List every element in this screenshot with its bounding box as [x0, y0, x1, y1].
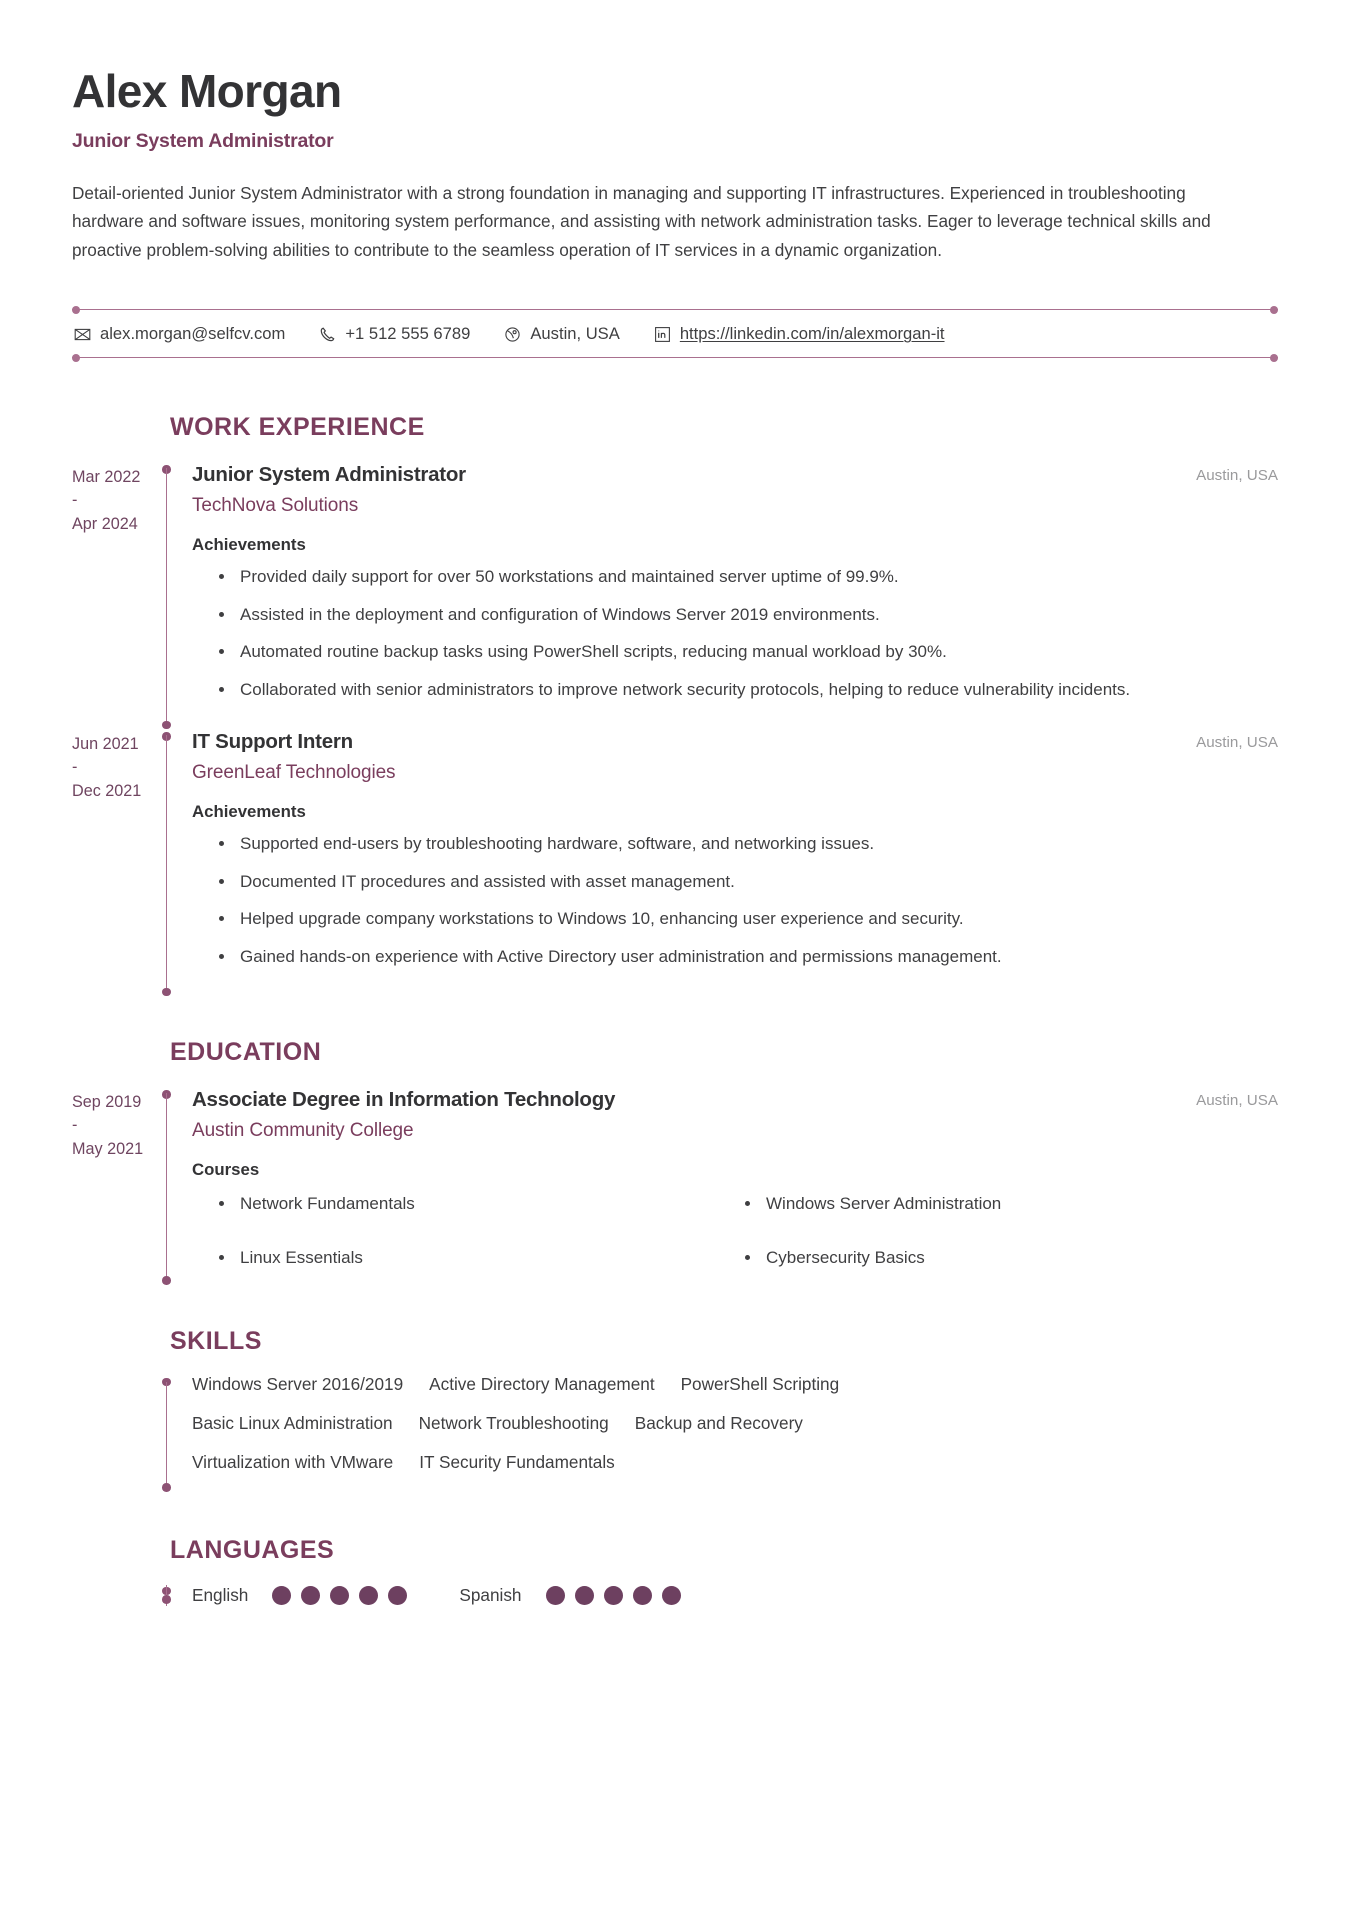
education-entry-dates: [72, 1087, 158, 1285]
education-entries: [72, 1087, 1278, 1285]
rating-dot: [272, 1586, 291, 1605]
education-entry-end: May 2021: [72, 1140, 144, 1159]
skill-item: Backup and Recovery: [634, 1413, 803, 1434]
languages-list: [176, 1585, 1278, 1606]
contact-phone[interactable]: [319, 324, 470, 344]
timeline-marker: [158, 729, 176, 996]
rating-dot: [546, 1586, 565, 1605]
work-entry-role: Junior System Administrator: [192, 463, 466, 487]
timeline-dot-bottom: [162, 1595, 171, 1604]
achievements-list: [192, 831, 1278, 970]
work-entry-organization: GreenLeaf Technologies: [192, 761, 396, 783]
rating-dot: [575, 1586, 594, 1605]
course-item: Linux Essentials: [240, 1246, 752, 1271]
resume-header: [72, 66, 1278, 265]
work-entry-dates: [72, 729, 158, 996]
work-entry-start: Jun 2021: [72, 735, 139, 754]
achievements-label: Achievements: [192, 534, 306, 554]
contact-linkedin[interactable]: [654, 324, 945, 344]
timeline-dot-bottom: [162, 1483, 171, 1492]
education-entry-head: [192, 1087, 1278, 1113]
globe-pin-icon: [504, 326, 521, 343]
work-entry-start: Mar 2022: [72, 468, 141, 487]
candidate-job-title: Junior System Administrator: [72, 129, 334, 152]
course-item: Cybersecurity Basics: [766, 1246, 1278, 1271]
language-rating: [272, 1586, 407, 1605]
timeline-line: [166, 1093, 167, 1285]
contact-row: [72, 310, 1278, 357]
work-entry-organization: TechNova Solutions: [192, 494, 359, 516]
timeline-line: [166, 468, 167, 729]
section-title-languages: LANGUAGES: [170, 1535, 335, 1564]
rating-dot: [604, 1586, 623, 1605]
section-title-education: EDUCATION: [170, 1038, 322, 1067]
work-entry-end: Dec 2021: [72, 782, 142, 801]
work-entry-location: Austin, USA: [1196, 467, 1278, 485]
envelope-icon: [74, 326, 91, 343]
education-entry: [72, 1087, 1278, 1285]
timeline-marker: [158, 1585, 176, 1606]
rating-dot: [330, 1586, 349, 1605]
education-entry-dash: -: [72, 1116, 78, 1135]
education-entry-school: Austin Community College: [192, 1119, 414, 1141]
rating-dot: [633, 1586, 652, 1605]
skill-item: PowerShell Scripting: [680, 1373, 840, 1394]
achievement-item: Documented IT procedures and assisted with asset management.: [240, 869, 1278, 895]
professional-summary: Detail-oriented Junior System Administrator with a strong foundation in managing and supporting IT infrastructures. Experienced in troubleshooting hardware and software issues, monitoring system performance, and assisting with network administration tasks. Eager to leverage technical skills and proactive problem-solving abilities to contribute to the seamless operation of IT services in a dynamic organization.: [72, 182, 1211, 261]
work-entry-body: [176, 462, 1278, 729]
contact-phone-text: +1 512 555 6789: [345, 324, 471, 344]
achievement-item: Provided daily support for over 50 workstations and maintained server uptime of 99.9%.: [240, 564, 1278, 590]
achievement-item: Automated routine backup tasks using PowerShell scripts, reducing manual workload by 30%.: [240, 639, 1278, 665]
work-entry: [72, 462, 1278, 729]
work-entry: [72, 729, 1278, 996]
rating-dot: [662, 1586, 681, 1605]
rating-dot: [301, 1586, 320, 1605]
rating-dot: [388, 1586, 407, 1605]
achievement-item: Assisted in the deployment and configuration of Windows Server 2019 environments.: [240, 602, 1278, 628]
language-name: Spanish: [459, 1584, 522, 1605]
contact-rule-top: [72, 309, 1278, 310]
section-work-experience: [72, 413, 1278, 996]
contact-band: [72, 295, 1278, 371]
timeline-marker: [158, 462, 176, 729]
language-rating: [546, 1586, 681, 1605]
skills-block: [72, 1373, 1278, 1494]
courses-list: [192, 1192, 1278, 1271]
section-title-skills: SKILLS: [170, 1326, 262, 1355]
courses-label: Courses: [192, 1159, 260, 1179]
contact-email[interactable]: [74, 324, 285, 344]
languages-spacer: [72, 1585, 158, 1606]
section-title-work: WORK EXPERIENCE: [170, 413, 425, 442]
skill-item: Virtualization with VMware: [192, 1452, 394, 1473]
achievement-item: Gained hands-on experience with Active Directory user administration and permissions management.: [240, 944, 1278, 970]
education-entry-body: [176, 1087, 1278, 1285]
achievements-label: Achievements: [192, 801, 306, 821]
achievements-list: [192, 564, 1278, 703]
skill-item: Network Troubleshooting: [418, 1413, 609, 1434]
skill-item: IT Security Fundamentals: [419, 1452, 615, 1473]
work-entry-head: [192, 729, 1278, 755]
skill-item: Active Directory Management: [429, 1373, 655, 1394]
achievement-item: Collaborated with senior administrators to improve network security protocols, helping to reduce vulnerability incidents.: [240, 677, 1278, 703]
language-item: [192, 1585, 407, 1606]
contact-linkedin-text[interactable]: https://linkedin.com/in/alexmorgan-it: [679, 324, 945, 344]
achievement-item: Helped upgrade company workstations to Windows 10, enhancing user experience and security.: [240, 906, 1278, 932]
achievement-item: Supported end-users by troubleshooting hardware, software, and networking issues.: [240, 831, 1278, 857]
work-entry-body: [176, 729, 1278, 996]
timeline-line: [166, 1382, 167, 1488]
timeline-dot-bottom: [162, 1276, 171, 1285]
language-name: English: [192, 1584, 249, 1605]
languages-block: [72, 1585, 1278, 1606]
phone-icon: [319, 326, 336, 343]
timeline-marker: [158, 1087, 176, 1285]
section-languages: [72, 1536, 1278, 1606]
linkedin-icon: [654, 326, 671, 343]
work-entry-dash: -: [72, 758, 78, 777]
timeline-dot-bottom: [162, 988, 171, 997]
education-entry-start: Sep 2019: [72, 1093, 142, 1112]
work-entries: [72, 462, 1278, 996]
skill-item: Basic Linux Administration: [192, 1413, 393, 1434]
timeline-marker: [158, 1376, 176, 1494]
section-skills: [72, 1327, 1278, 1494]
timeline-line: [166, 735, 167, 996]
course-item: Windows Server Administration: [766, 1192, 1278, 1217]
candidate-name: Alex Morgan: [72, 65, 342, 117]
section-education: [72, 1038, 1278, 1285]
education-entry-location: Austin, USA: [1196, 1092, 1278, 1110]
work-entry-end: Apr 2024: [72, 515, 138, 534]
timeline-dot-bottom: [162, 721, 171, 730]
contact-email-text: alex.morgan@selfcv.com: [100, 324, 286, 344]
education-entry-degree: Associate Degree in Information Technology: [192, 1088, 616, 1112]
work-entry-dates: [72, 462, 158, 729]
work-entry-head: [192, 462, 1278, 488]
skills-list: [176, 1373, 1016, 1494]
contact-location: [504, 324, 619, 344]
skills-spacer: [72, 1376, 158, 1494]
course-item: Network Fundamentals: [240, 1192, 752, 1217]
rating-dot: [359, 1586, 378, 1605]
work-entry-location: Austin, USA: [1196, 734, 1278, 752]
skill-item: Windows Server 2016/2019: [192, 1373, 404, 1394]
contact-rule-bottom: [72, 357, 1278, 358]
contact-location-text: Austin, USA: [530, 324, 620, 344]
work-entry-role: IT Support Intern: [192, 730, 353, 754]
work-entry-dash: -: [72, 491, 78, 510]
language-item: [459, 1585, 680, 1606]
